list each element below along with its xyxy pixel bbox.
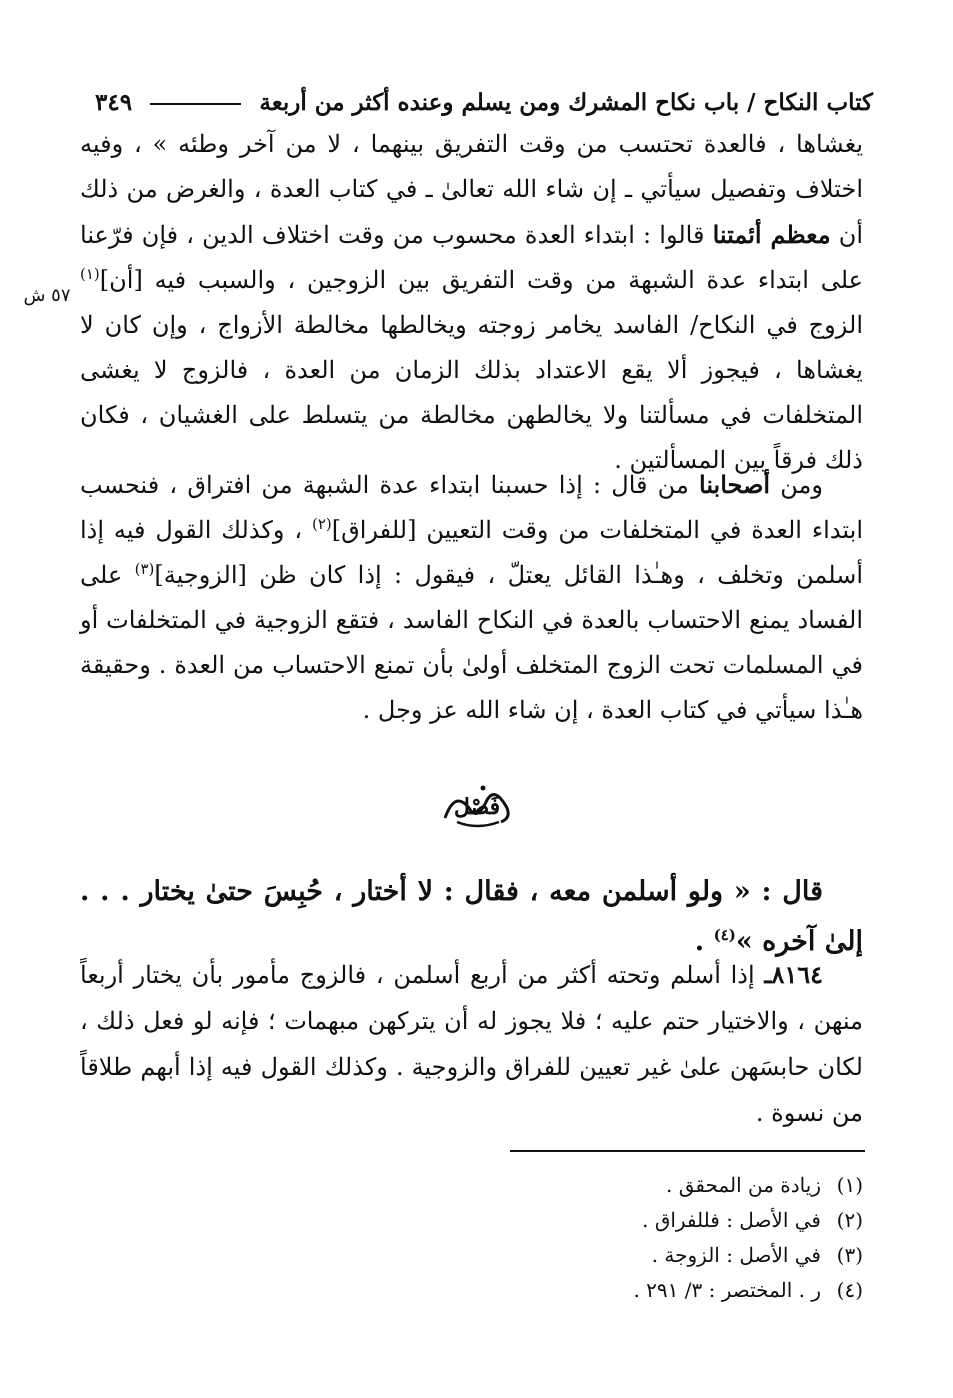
p2-bold-term: أصحابنا (699, 470, 771, 499)
paragraph-1 (80, 122, 863, 483)
section-heading-ornament (437, 778, 517, 834)
quote-end: . (694, 926, 714, 957)
p2-text-a: ومن (770, 471, 824, 499)
p2-text-d: ، وكذلك القول فيه إذا أسلمن وتخلف ، وهـٰذا القائل يعتلّ ، فيقول : إذا كان ظن [الزوجية] (80, 516, 864, 589)
header-rule (150, 103, 241, 105)
paragraph-3 (80, 952, 863, 1136)
calligraphy-dot (480, 786, 485, 791)
footnote-ref-2[interactable]: (٢) (312, 515, 332, 533)
footnote-item (80, 1168, 863, 1203)
margin-note: ٥٧ ش (23, 285, 71, 306)
footnote-item (80, 1238, 863, 1273)
footnote-separator (510, 1150, 865, 1152)
footnote-item (80, 1203, 863, 1238)
paragraph-2 (80, 462, 863, 733)
running-header (95, 80, 873, 124)
footnote-ref-3[interactable]: (٣) (134, 560, 155, 578)
p2-text-c: من قال : إذا حسبنا ابتداء عدة الشبهة من افتراق ، فنحسب ابتداء العدة في المتخلفات من وقت التعيين [للفراق] (80, 471, 864, 544)
footnote-item (80, 1273, 863, 1308)
paragraph-1-text (80, 122, 863, 483)
footnote-text: زيادة من المحقق . (666, 1173, 821, 1197)
footnote-number: (١) (836, 1173, 863, 1197)
footnote-ref-1[interactable]: (١) (80, 265, 100, 283)
footnote-text: ر . المختصر : ٣/ ٢٩١ . (633, 1278, 821, 1302)
paragraph-3-text: إذا أسلم وتحته أكثر من أربع أسلمن ، فالزوج مأمور بأن يختار أربعاً منهن ، والاختيار حتم عليه ؛ فلا يجوز له أن يتركهن مبهمات ؛ فإنه لو فعل ذلك ، لكان حابسَهن علىٰ غير تعيين للفراق والزوجية . وكذلك القول فيه إذا أبهم طلاقاً من نسوة . (80, 961, 863, 1127)
paragraph-2-text (80, 462, 863, 733)
p1-text-c: قالوا : ابتداء العدة محسوب من وقت اختلاف الدين ، فإن فرّعنا على ابتداء عدة الشبهة من وقت التفريق بين الزوجين ، والسبب فيه [أن] (80, 221, 863, 294)
p2-text-e: على الفساد يمنع الاحتساب بالعدة في النكاح الفاسد ، فتقع الزوجية في المتخلفات أو في المسلمات تحت الزوج المتخلف أولىٰ بأن تمنع الاحتساب من العدة . وحقيقة هـٰذا سيأتي في كتاب العدة ، إن شاء الله عز وجل . (80, 561, 863, 724)
footnotes-list (80, 1168, 863, 1308)
calligraphy-base (457, 822, 499, 826)
footnote-ref-4[interactable]: (٤) (713, 926, 736, 944)
p1-text-d: الزوج في النكاح/ الفاسد يخامر زوجته ويخالطها مخالطة الأزواج ، وإن كان لا يغشاها ، فيجوز ألا يقع الاعتداد بذلك الزمان من العدة ، فالزوج لا يغشى المتخلفات في مسألتنا ولا يخالطهن مخالطة من يتسلط على الغشيان ، فكان ذلك فرقاً بين المسألتين . (80, 311, 863, 474)
footnote-number: (٣) (836, 1243, 863, 1267)
header-title: كتاب النكاح / باب نكاح المشرك ومن يسلم وعنده أكثر من أربعة (259, 88, 873, 116)
section-heading-text: فَصْل (453, 794, 500, 820)
footnote-text: في الأصل : الزوجة . (651, 1243, 821, 1267)
p1-text-a: يغشاها ، فالعدة تحتسب من وقت التفريق بينهما ، لا من آخر وطئه » ، وفيه اختلاف وتفصيل سيأتي ـ إن شاء الله تعالىٰ ـ في كتاب العدة ، والغرض من ذلك أن (80, 130, 863, 249)
section-heading (0, 778, 953, 838)
quote-text: قال : « ولو أسلمن معه ، فقال : لا أختار ، حُبِسَ حتىٰ يختار . . . إلىٰ آخره » (80, 876, 863, 957)
footnote-number: (٤) (836, 1278, 863, 1302)
page-number: ٣٤٩ (95, 88, 133, 116)
paragraph-3-number: ٨١٦٤ـ (764, 960, 823, 989)
footnote-number: (٢) (836, 1208, 863, 1232)
footnote-text: في الأصل : فللفراق . (642, 1208, 821, 1232)
p1-bold-term: معظم أئمتنا (712, 220, 831, 249)
